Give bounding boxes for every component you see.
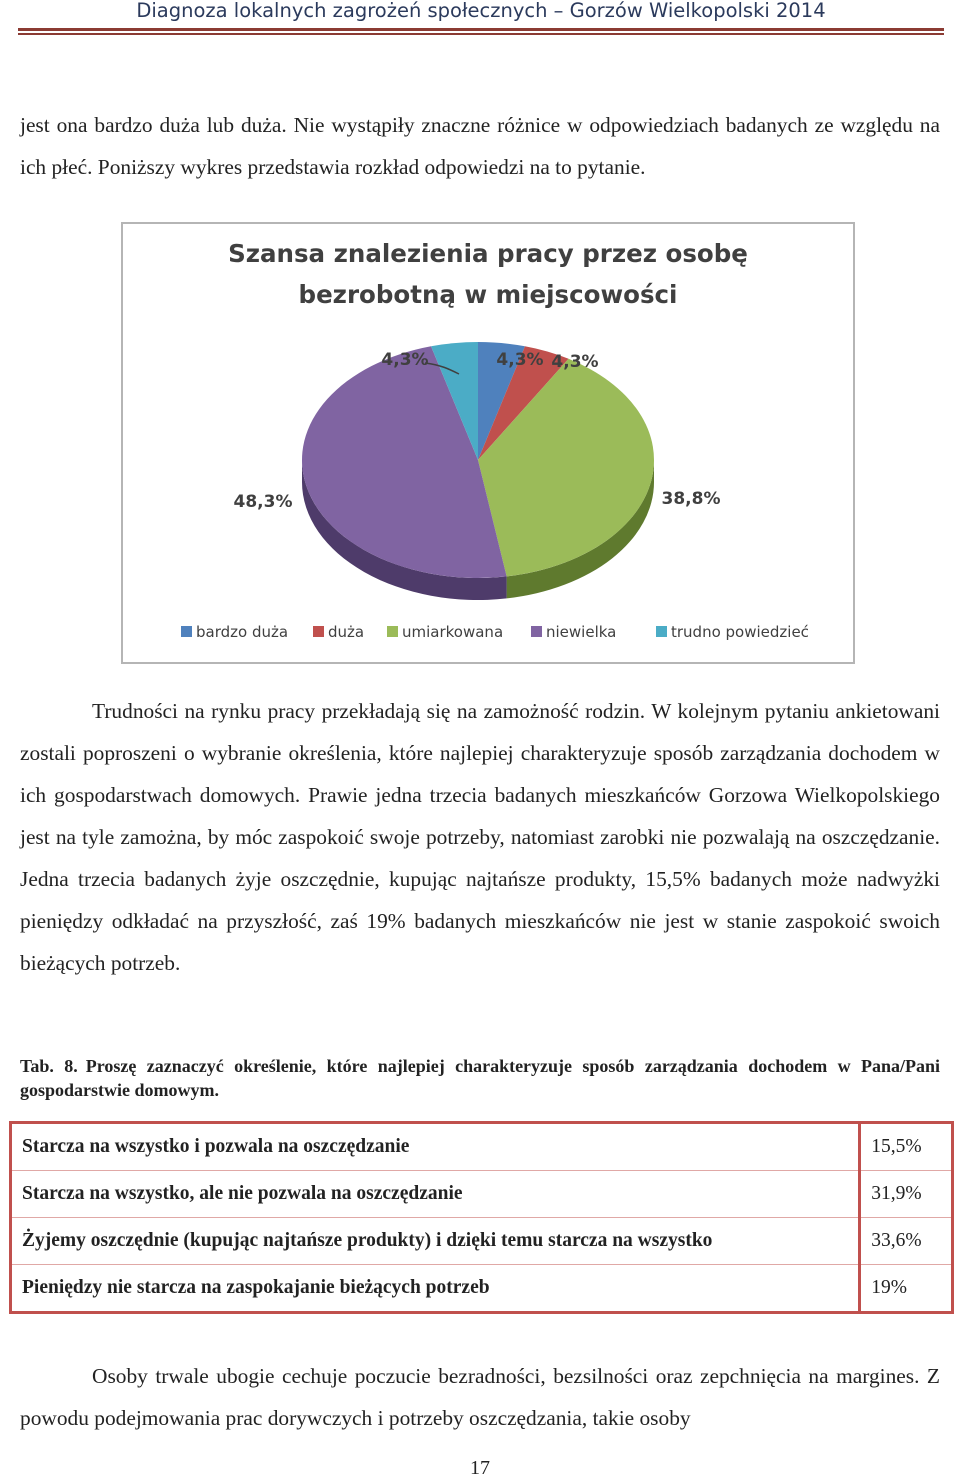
legend-swatch-niewielka (531, 626, 542, 637)
page-header (18, 0, 944, 38)
paragraph-middle: Trudności na rynku pracy przekładają się na zamożność rodzin. W kolejnym pytaniu ankietowani zostali poproszeni o wybranie określenia, które najlepiej charakteryzuje sposób zarządzania dochodem w ich gospodarstwach domowych. Prawie jedna trzecia badanych mieszkańców Gorzowa Wielkopolskiego jest na tyle zamożna, by móc zaspokoić swoje potrzeby, natomiast zarobki nie pozwalają na oszczędzanie. Jedna trzecia badanych żyje oszczędnie, kupując najtańsze produkty, 15,5% badanych może nadwyżki pieniędzy odkładać na przyszłość, zaś 19% badanych mieszkańców nie jest w stanie zaspokoić swoich bieżących potrzeb. (20, 699, 940, 975)
legend-label-umiarkowana: umiarkowana (402, 623, 504, 641)
table-cell-value: 19% (860, 1265, 953, 1313)
legend-swatch-duza (313, 626, 324, 637)
legend-label-trudno-powiedziec: trudno powiedzieć (671, 623, 809, 641)
table-caption-label: Tab. 8. (20, 1056, 78, 1076)
header-rule-thin (18, 33, 944, 35)
table-row (11, 1171, 953, 1218)
paragraph-top: jest ona bardzo duża lub duża. Nie wystąpiły znaczne różnice w odpowiedziach badanych ze względu na ich płeć. Poniższy wykres przedstawia rozkład odpowiedzi na to pytanie. (20, 113, 940, 179)
pie-label-trudno-powiedziec: 4,3% (381, 350, 429, 370)
legend-label-niewielka: niewielka (546, 623, 617, 641)
pie-slices (302, 342, 654, 600)
table-cell-label: Pieniędzy nie starcza na zaspokajanie bieżących potrzeb (11, 1265, 860, 1313)
paragraph-bottom: Osoby trwale ubogie cechuje poczucie bezradności, bezsilności oraz zepchnięcia na margines. Z powodu podejmowania prac dorywczych i potrzeby oszczędzania, takie osoby (20, 1364, 940, 1430)
pie-label-duza: 4,3% (551, 352, 599, 372)
page-number: 17 (470, 1457, 490, 1479)
header-rule (18, 28, 944, 31)
table-row (11, 1265, 953, 1313)
legend-label-bardzo-duza: bardzo duża (196, 623, 289, 641)
pie-label-niewielka: 48,3% (233, 492, 293, 512)
table-cell-value: 15,5% (860, 1123, 953, 1171)
table-caption-text: Proszę zaznaczyć określenie, które najlepiej charakteryzuje sposób zarządzania dochodem w Pana/Pani gospodarstwie domowym. (20, 1056, 940, 1100)
table-row (11, 1123, 953, 1171)
pie-label-umiarkowana: 38,8% (661, 489, 721, 509)
chart-title-line-2: bezrobotną w miejscowości (298, 280, 678, 309)
table-caption (20, 1054, 940, 1102)
chart-title-line-1: Szansa znalezienia pracy przez osobę (228, 239, 748, 268)
table-row (11, 1218, 953, 1265)
table-cell-label: Żyjemy oszczędnie (kupując najtańsze produkty) i dzięki temu starcza na wszystko (11, 1218, 860, 1265)
legend-label-duza: duża (328, 623, 365, 641)
legend-swatch-bardzo-duza (181, 626, 192, 637)
header-title: Diagnoza lokalnych zagrożeń społecznych – Gorzów Wielkopolski 2014 (136, 0, 826, 22)
pie-label-bardzo-duza: 4,3% (496, 350, 544, 370)
table-cell-value: 33,6% (860, 1218, 953, 1265)
pie-chart (121, 222, 855, 664)
table-cell-label: Starcza na wszystko i pozwala na oszczędzanie (11, 1123, 860, 1171)
income-table (9, 1121, 954, 1314)
legend-swatch-trudno-powiedziec (656, 626, 667, 637)
chart-legend (181, 623, 809, 641)
table-cell-label: Starcza na wszystko, ale nie pozwala na oszczędzanie (11, 1171, 860, 1218)
legend-swatch-umiarkowana (387, 626, 398, 637)
pie-chart-svg (123, 224, 853, 662)
table-cell-value: 31,9% (860, 1171, 953, 1218)
